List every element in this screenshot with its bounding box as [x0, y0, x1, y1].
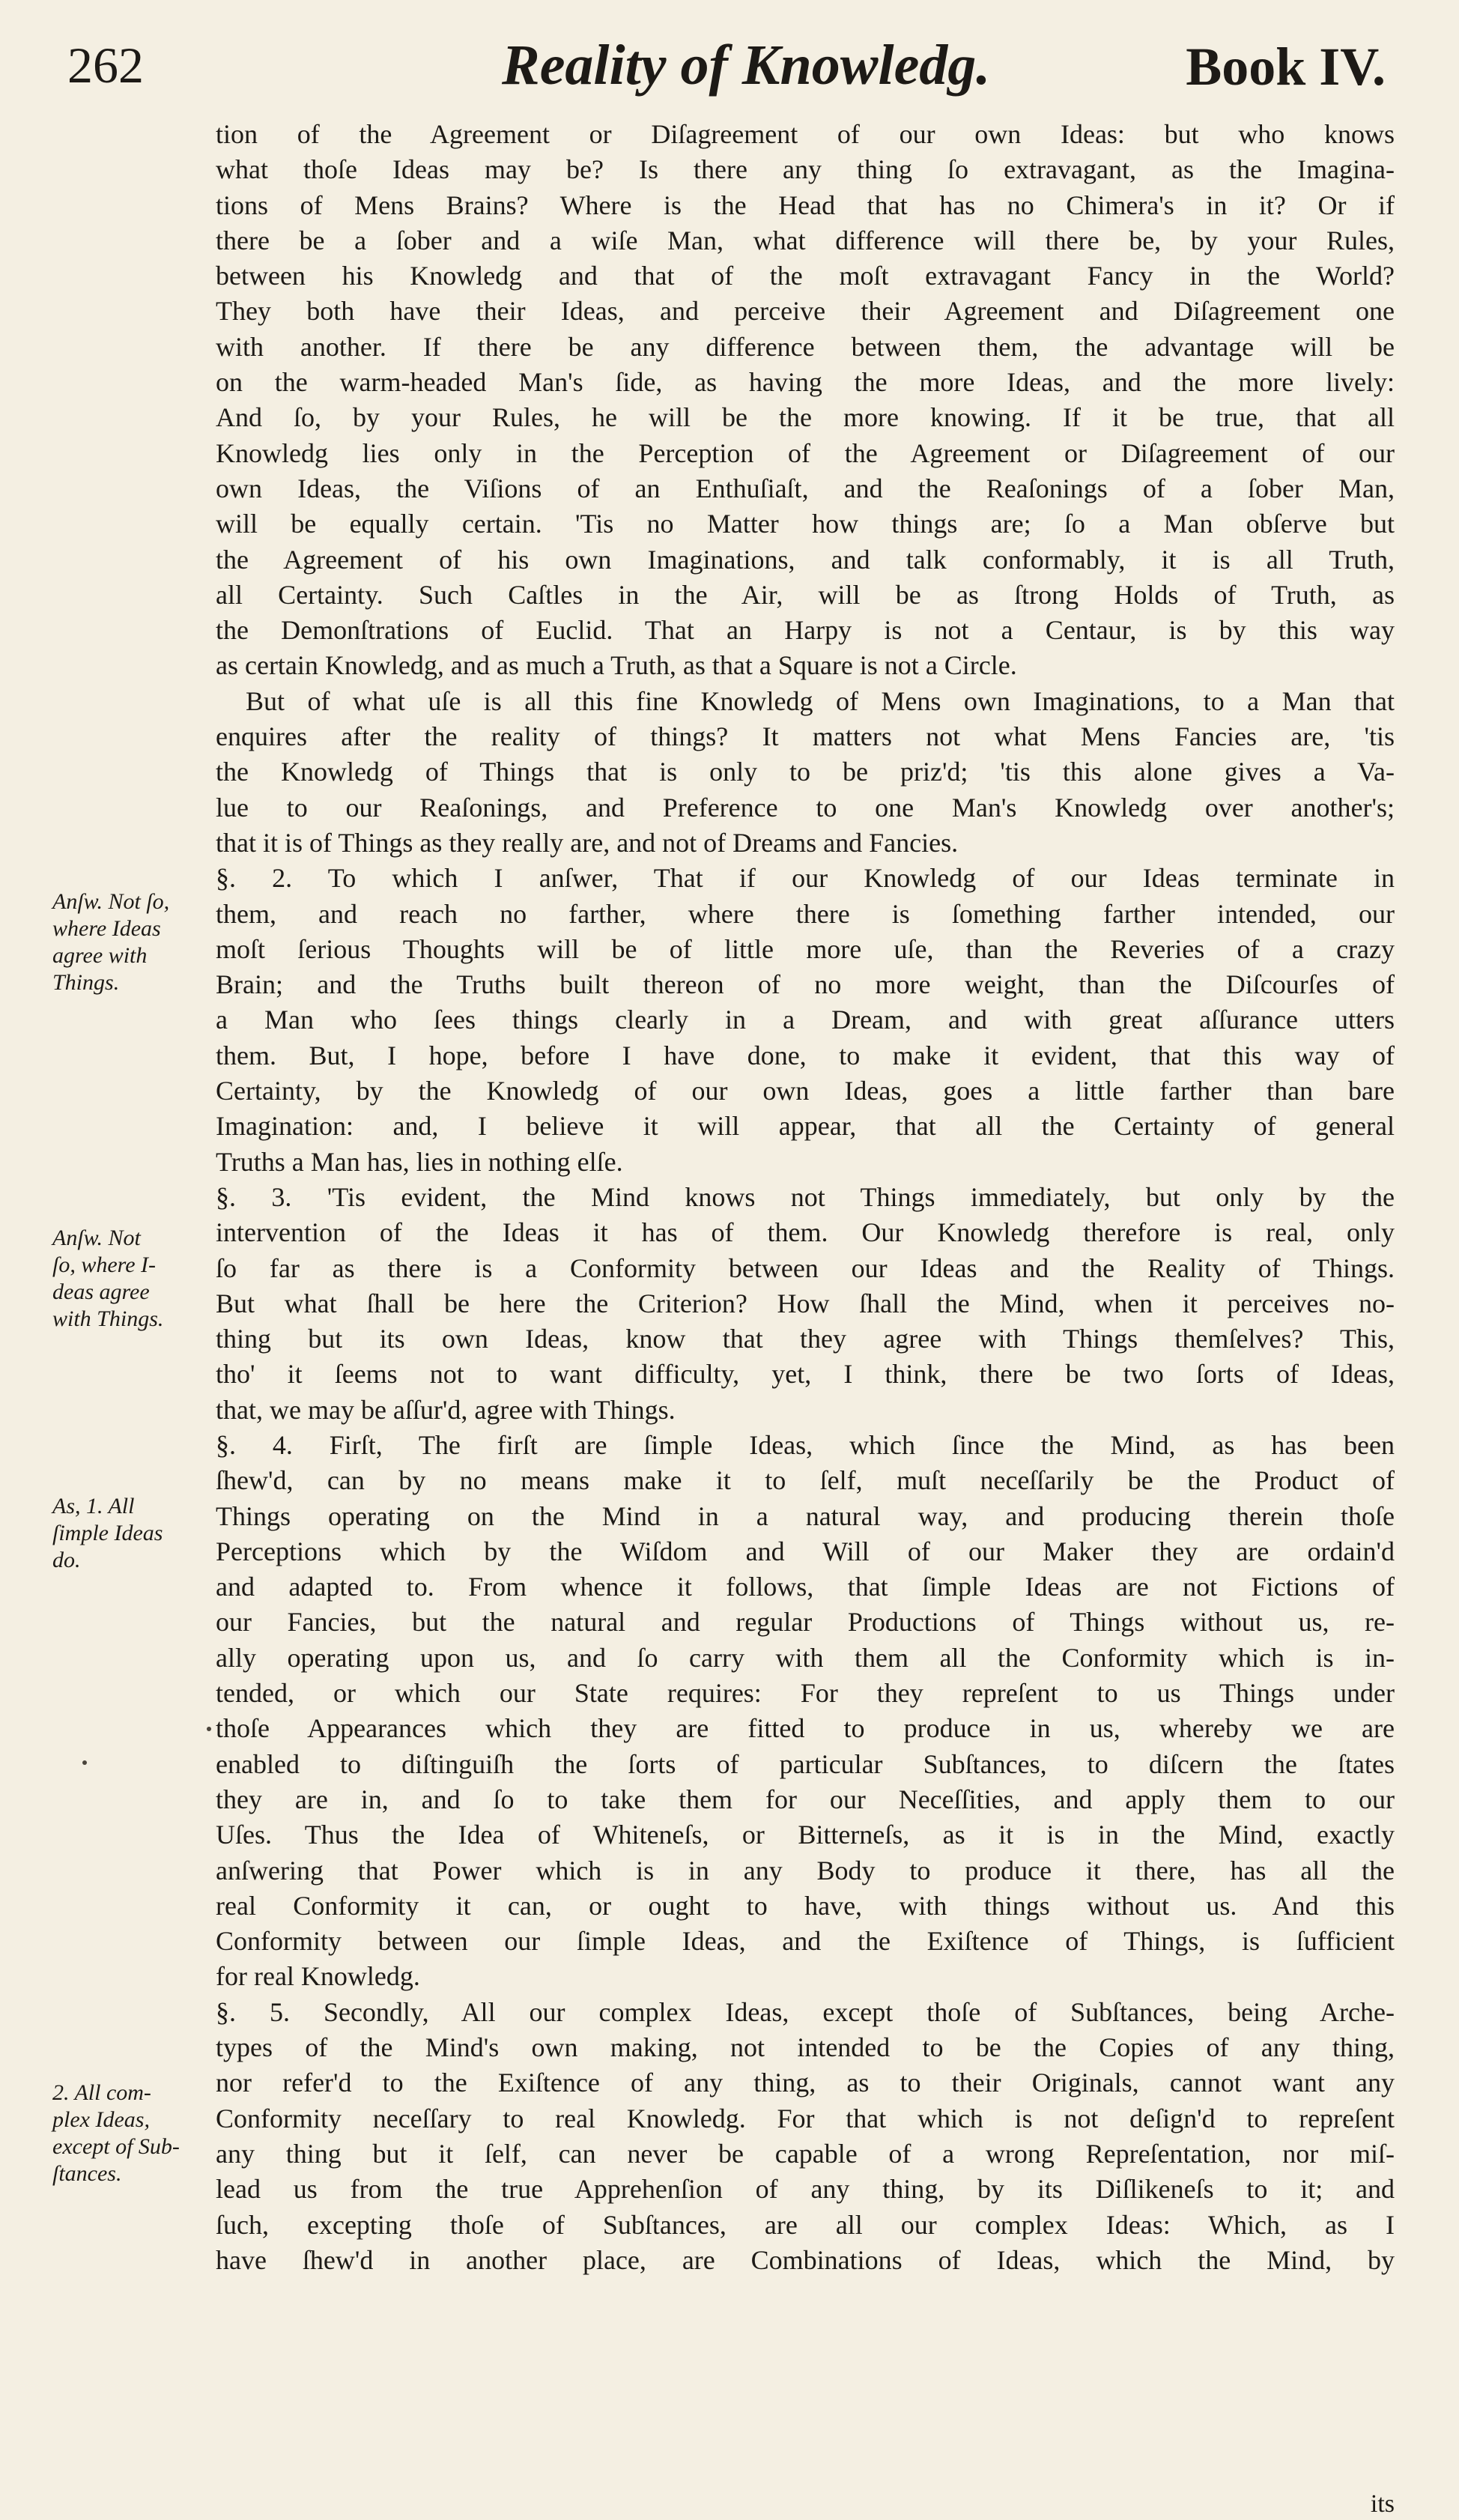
- text-line: Imagination: and, I believe it will appear, that all the Certainty of general: [216, 1111, 1395, 1142]
- text-line: Truths a Man has, lies in nothing elſe.: [216, 1146, 623, 1177]
- text-line: as certain Knowledg, and as much a Truth, as that a Square is not a Circle.: [216, 650, 1017, 681]
- text-line: them. But, I hope, before I have done, to make it evident, that this way of: [216, 1040, 1395, 1070]
- text-line: §. 2. To which I anſwer, That if our Knowledg of our Ideas terminate in: [216, 863, 1395, 894]
- text-line: between his Knowledg and that of the moſt extravagant Fancy in the World?: [216, 261, 1395, 291]
- text-line: Certainty, by the Knowledg of our own Ideas, goes a little farther than bare: [216, 1076, 1395, 1106]
- text-line: intervention of the Ideas it has of them. Our Knowledg therefore is real, only: [216, 1217, 1395, 1248]
- margin-note: [52, 2080, 210, 2187]
- text-line: Uſes. Thus the Idea of Whiteneſs, or Bitterneſs, as it is in the Mind, exactly: [216, 1820, 1395, 1850]
- text-line: real Conformity it can, or ought to have, with things without us. And this: [216, 1890, 1395, 1921]
- text-line: with another. If there be any difference between them, the advantage will be: [216, 331, 1395, 362]
- page-number: 262: [67, 37, 144, 94]
- text-line: any thing but it ſelf, can never be capable of a wrong Repreſentation, nor miſ-: [216, 2138, 1395, 2169]
- margin-note-line: Anſw. Not: [52, 1226, 141, 1250]
- text-line: all Certainty. Such Caſtles in the Air, will be as ſtrong Holds of Truth, as: [216, 579, 1395, 610]
- text-line: have ſhew'd in another place, are Combinations of Ideas, which the Mind, by: [216, 2244, 1395, 2275]
- text-line: nor refer'd to the Exiſtence of any thing, as to their Originals, cannot want any: [216, 2068, 1395, 2098]
- margin-note-line: Anſw. Not ſo,: [52, 889, 170, 914]
- text-line: there be a ſober and a wiſe Man, what difference will there be, by your Rules,: [216, 225, 1395, 255]
- text-line: But of what uſe is all this fine Knowledg of Mens own Imaginations, to a Man that: [246, 685, 1395, 716]
- text-line: lue to our Reaſonings, and Preference to one Man's Knowledg over another's;: [216, 792, 1395, 823]
- text-line: §. 4. Firſt, The firſt are ſimple Ideas, which ſince the Mind, as has been: [216, 1429, 1395, 1460]
- text-line: tions of Mens Brains? Where is the Head that has no Chimera's in it? Or if: [216, 190, 1395, 220]
- text-line: anſwering that Power which is in any Body to produce it there, has all the: [216, 1855, 1395, 1886]
- margin-note-line: ſimple Ideas: [52, 1521, 163, 1545]
- text-line: our Fancies, but the natural and regular Productions of Things without us, re-: [216, 1607, 1395, 1638]
- running-title: Reality of Knowledg.: [502, 34, 991, 97]
- text-line: the Knowledg of Things that is only to be priz'd; 'tis this alone gives a Va-: [216, 757, 1395, 787]
- text-line: lead us from the true Apprehenſion of any thing, by its Diſlikeneſs to it; and: [216, 2174, 1395, 2205]
- ink-speck: [207, 1727, 211, 1731]
- text-line: Conformity neceſſary to real Knowledg. For that which is not deſign'd to repreſent: [216, 2103, 1395, 2133]
- text-line: what thoſe Ideas may be? Is there any thing ſo extravagant, as the Imagina-: [216, 154, 1395, 185]
- margin-note-line: As, 1. All: [52, 1494, 135, 1518]
- margin-note: [52, 1493, 210, 1574]
- text-line: §. 3. 'Tis evident, the Mind knows not Things immediately, but only by the: [216, 1181, 1395, 1212]
- text-line: for real Knowledg.: [216, 1961, 420, 1992]
- margin-note-line: Things.: [52, 970, 120, 995]
- text-line: moſt ſerious Thoughts will be of little more uſe, than the Reveries of a crazy: [216, 933, 1395, 964]
- text-line: §. 5. Secondly, All our complex Ideas, except thoſe of Subſtances, being Arche-: [216, 1996, 1395, 2027]
- text-line: them, and reach no farther, where there is ſomething farther intended, our: [216, 898, 1395, 929]
- text-line: Brain; and the Truths built thereon of no more weight, than the Diſcourſes of: [216, 969, 1395, 1000]
- text-line: They both have their Ideas, and perceive their Agreement and Diſagreement one: [216, 296, 1395, 327]
- margin-note-line: with Things.: [52, 1306, 164, 1331]
- running-header: [67, 30, 1386, 112]
- text-line: enquires after the reality of things? It matters not what Mens Fancies are, 'tis: [216, 721, 1395, 752]
- text-line: ſuch, excepting thoſe of Subſtances, are all our complex Ideas: Which, as I: [216, 2209, 1395, 2240]
- margin-note-line: deas agree: [52, 1279, 150, 1304]
- margin-note-line: do.: [52, 1548, 81, 1572]
- ink-speck: [82, 1760, 87, 1765]
- text-line: and adapted to. From whence it follows, that ſimple Ideas are not Fictions of: [216, 1572, 1395, 1602]
- text-line: tended, or which our State requires: For they repreſent to us Things under: [216, 1678, 1395, 1709]
- margin-note: [52, 888, 210, 996]
- text-line: And ſo, by your Rules, he will be the more knowing. If it be true, that all: [216, 402, 1395, 433]
- margin-note-line: 2. All com-: [52, 2080, 151, 2105]
- catchword: its: [1370, 2490, 1395, 2518]
- text-line: ſo far as there is a Conformity between our Ideas and the Reality of Things.: [216, 1253, 1395, 1283]
- text-line: ally operating upon us, and ſo carry with them all the Conformity which is in-: [216, 1642, 1395, 1673]
- text-line: ſhew'd, can by no means make it to ſelf, muſt neceſſarily be the Product of: [216, 1465, 1395, 1496]
- text-line: the Agreement of his own Imaginations, and talk conformably, it is all Truth,: [216, 544, 1395, 575]
- text-line: thing but its own Ideas, know that they agree with Things themſelves? This,: [216, 1324, 1395, 1354]
- text-line: a Man who ſees things clearly in a Dream, and with great aſſurance utters: [216, 1005, 1395, 1035]
- margin-note: [52, 1225, 210, 1333]
- margin-note-line: plex Ideas,: [52, 2107, 150, 2132]
- margin-note-line: where Ideas: [52, 916, 161, 941]
- text-line: own Ideas, the Viſions of an Enthuſiaſt, and the Reaſonings of a ſober Man,: [216, 473, 1395, 503]
- text-line: the Demonſtrations of Euclid. That an Harpy is not a Centaur, is by this way: [216, 615, 1395, 646]
- book-label: Book IV.: [1186, 37, 1386, 97]
- text-line: enabled to diſtinguiſh the ſorts of particular Subſtances, to diſcern the ſtates: [216, 1748, 1395, 1779]
- text-line: tho' it ſeems not to want difficulty, yet, I think, there be two ſorts of Ideas,: [216, 1359, 1395, 1390]
- text-line: that it is of Things as they really are, and not of Dreams and Fancies.: [216, 827, 959, 858]
- text-line: tion of the Agreement or Diſagreement of our own Ideas: but who knows: [216, 119, 1395, 149]
- text-line: Conformity between our ſimple Ideas, and the Exiſtence of Things, is ſufficient: [216, 1926, 1395, 1957]
- text-line: But what ſhall be here the Criterion? How ſhall the Mind, when it perceives no-: [216, 1288, 1395, 1318]
- text-line: will be equally certain. 'Tis no Matter how things are; ſo a Man obſerve but: [216, 509, 1395, 539]
- text-line: Perceptions which by the Wiſdom and Will of our Maker they are ordain'd: [216, 1536, 1395, 1566]
- margin-note-line: ſo, where I-: [52, 1253, 157, 1277]
- text-line: that, we may be aſſur'd, agree with Things.: [216, 1394, 676, 1425]
- text-line: thoſe Appearances which they are fitted to produce in us, whereby we are: [216, 1713, 1395, 1744]
- text-line: Knowledg lies only in the Perception of the Agreement or Diſagreement of our: [216, 437, 1395, 468]
- text-line: types of the Mind's own making, not intended to be the Copies of any thing,: [216, 2032, 1395, 2063]
- body-text: [216, 117, 1395, 2278]
- margin-note-line: except of Sub-: [52, 2134, 180, 2159]
- text-line: they are in, and ſo to take them for our Neceſſities, and apply them to our: [216, 1784, 1395, 1814]
- margin-note-line: ſtances.: [52, 2161, 122, 2186]
- text-line: on the warm-headed Man's ſide, as having the more Ideas, and the more lively:: [216, 367, 1395, 398]
- margin-note-line: agree with: [52, 943, 148, 968]
- text-line: Things operating on the Mind in a natural way, and producing therein thoſe: [216, 1500, 1395, 1531]
